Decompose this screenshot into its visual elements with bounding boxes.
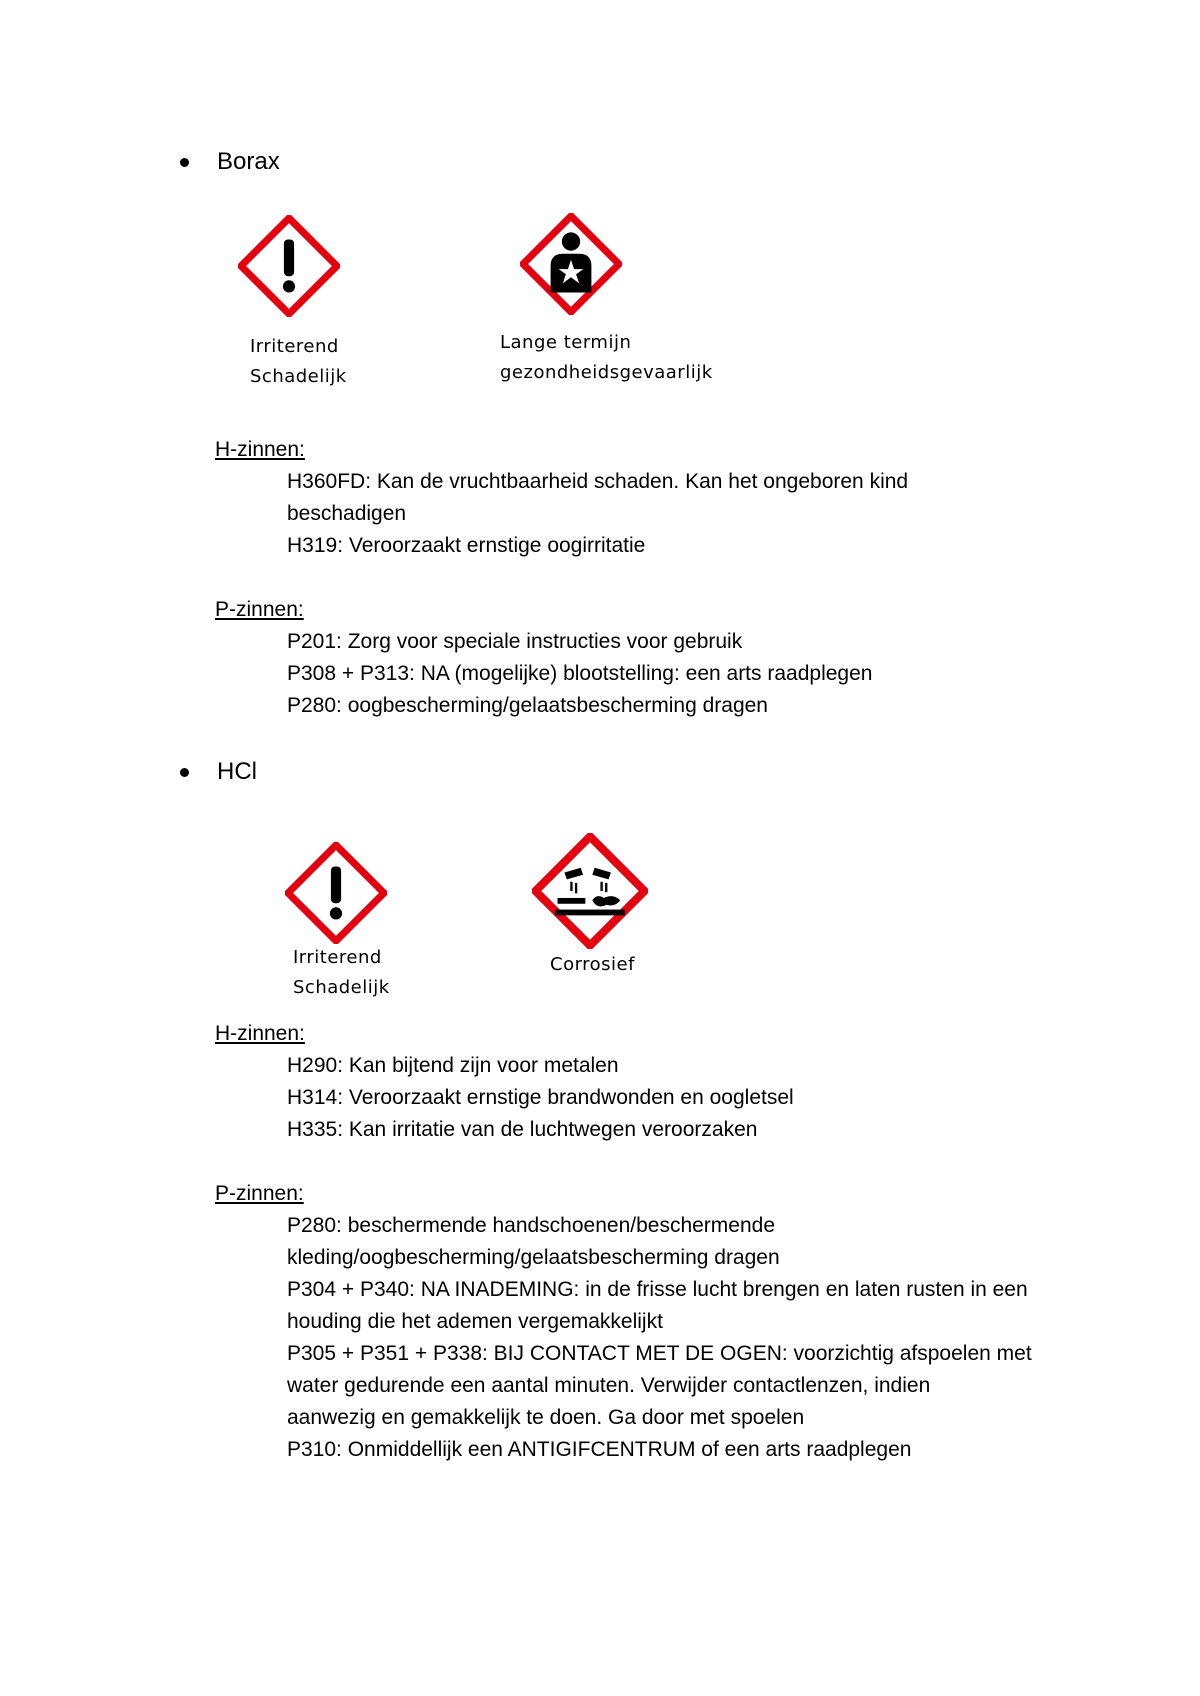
pictogram-label [293,943,390,1003]
section-borax-heading [180,148,280,176]
pictogram-label-line: Irriterend [293,947,382,968]
p-statements-heading: P-zinnen: [215,1182,304,1205]
p-statements-list [287,1210,1087,1466]
health-hazard-icon [520,213,622,315]
bullet-icon [180,158,189,167]
statement-line: beschadigen [287,502,407,525]
h-statements-list [287,1050,1087,1146]
pictogram-label-line: Irriterend [250,336,339,357]
statement-line: P280: oogbescherming/gelaatsbescherming dragen [287,694,768,717]
pictogram-label [550,950,635,980]
substance-name: HCl [217,758,257,785]
pictogram-label [250,332,347,392]
h-statements-heading: H-zinnen: [215,438,305,461]
pictogram-label-line: gezondheidsgevaarlijk [500,362,713,383]
substance-name: Borax [217,148,280,175]
bullet-icon [180,768,189,777]
statement-line: P280: beschermende handschoenen/beschermende [287,1214,776,1237]
statement-line: H360FD: Kan de vruchtbaarheid schaden. Kan het ongeboren kind [287,470,909,493]
statement-line: H335: Kan irritatie van de luchtwegen veroorzaken [287,1118,758,1141]
statement-line: H314: Veroorzaakt ernstige brandwonden en oogletsel [287,1086,794,1109]
statement-line: P310: Onmiddellijk een ANTIGIFCENTRUM of een arts raadplegen [287,1438,912,1461]
statement-line: P305 + P351 + P338: BIJ CONTACT MET DE OGEN: voorzichtig afspoelen met [287,1342,1032,1365]
pictogram-label-line: Lange termijn [500,332,632,353]
pictogram-label-line: Schadelijk [250,366,347,387]
pictogram-label-line: Corrosief [550,954,635,975]
corrosion-icon [532,833,648,949]
p-statements-list [287,626,1087,722]
statement-line: water gedurende een aantal minuten. Verwijder contactlenzen, indien [287,1374,931,1397]
statement-line: houding die het ademen vergemakkelijkt [287,1310,663,1333]
h-statements-heading: H-zinnen: [215,1022,305,1045]
pictogram-label [500,328,713,388]
pictogram-label-line: Schadelijk [293,977,390,998]
statement-line: P308 + P313: NA (mogelijke) blootstelling: een arts raadplegen [287,662,873,685]
statement-line: H290: Kan bijtend zijn voor metalen [287,1054,619,1077]
statement-line: P304 + P340: NA INADEMING: in de frisse lucht brengen en laten rusten in een [287,1278,1028,1301]
statement-line: H319: Veroorzaakt ernstige oogirritatie [287,534,646,557]
statement-line: kleding/oogbescherming/gelaatsbescherming dragen [287,1246,780,1269]
exclamation-mark-icon [285,842,387,944]
section-hcl-heading [180,758,257,786]
statement-line: aanwezig en gemakkelijk te doen. Ga door met spoelen [287,1406,805,1429]
statement-line: P201: Zorg voor speciale instructies voor gebruik [287,630,743,653]
p-statements-heading: P-zinnen: [215,598,304,621]
h-statements-list [287,466,1087,562]
exclamation-mark-icon [238,215,340,317]
